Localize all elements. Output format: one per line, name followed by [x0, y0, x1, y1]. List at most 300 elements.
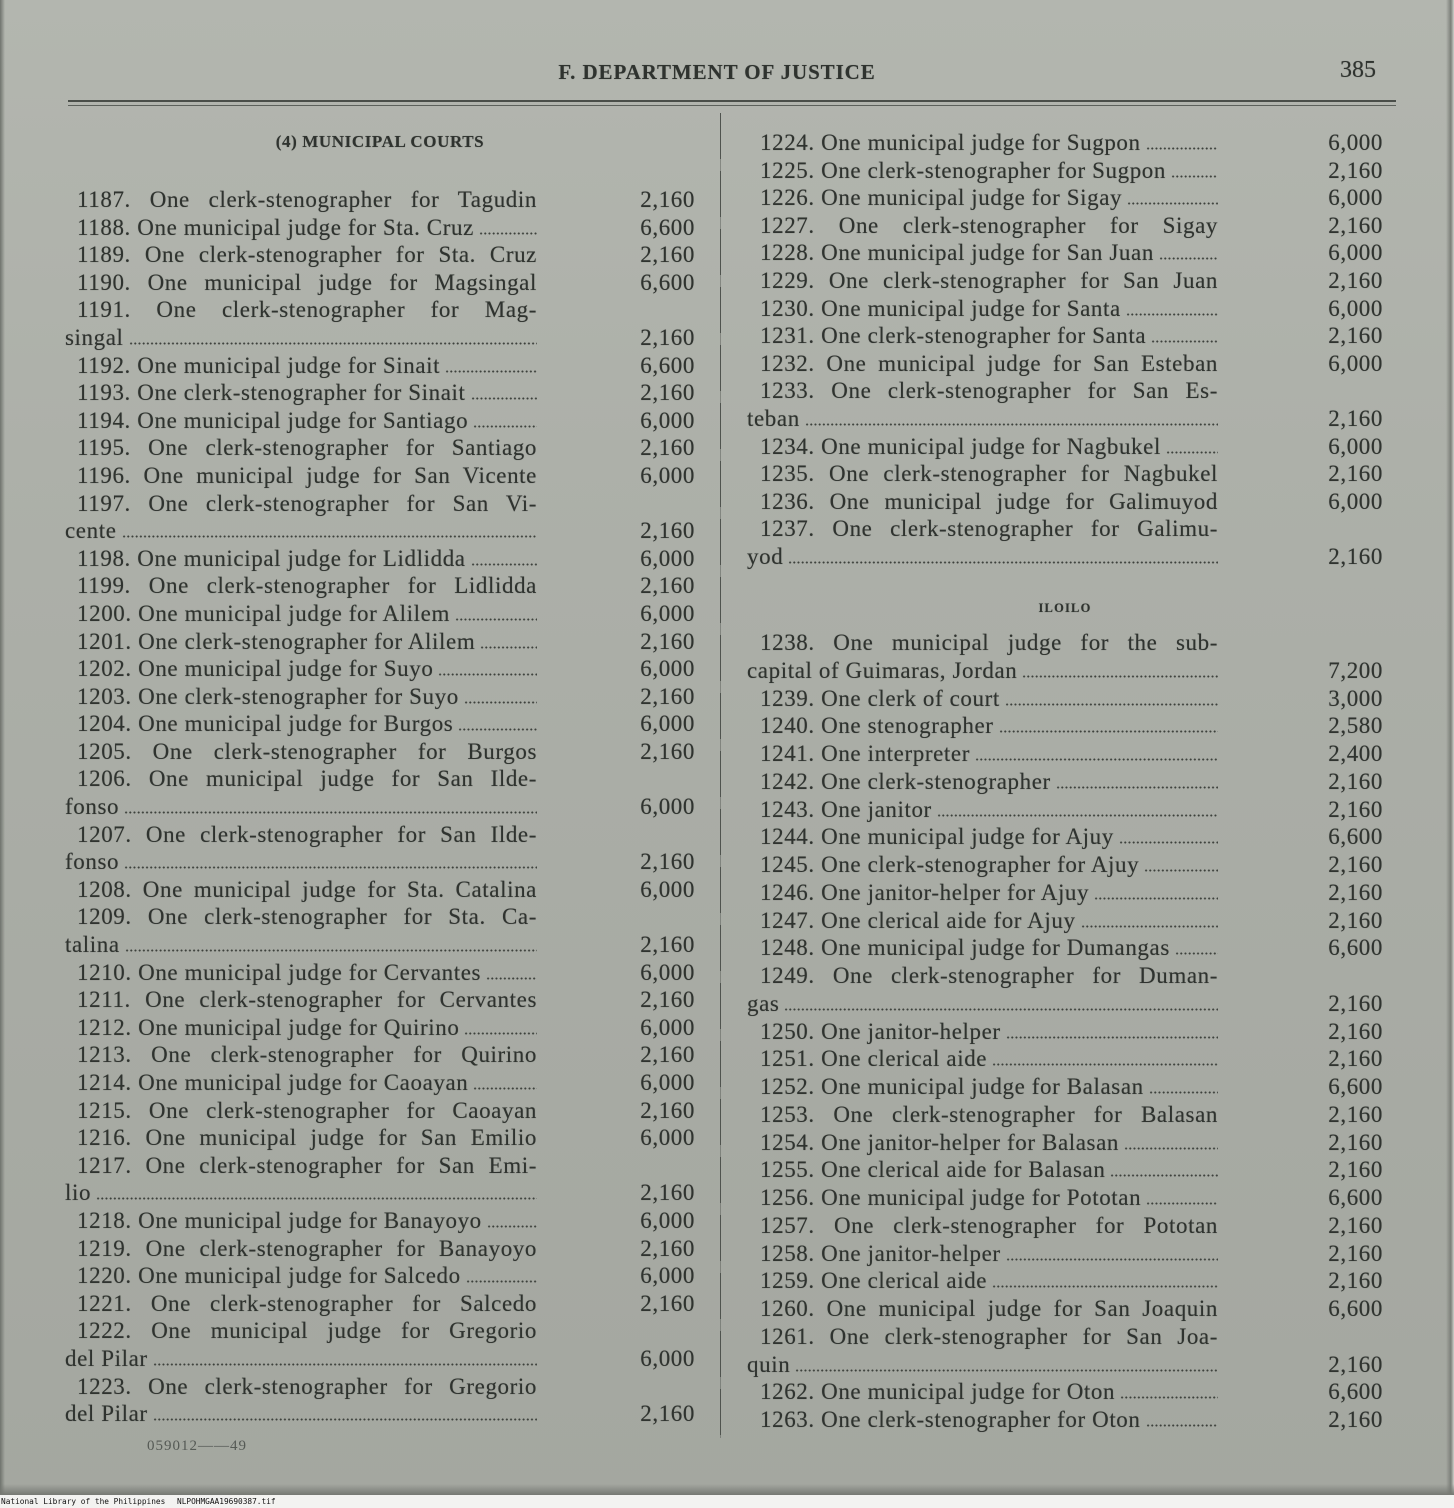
- item-amount: 2,160: [640, 1290, 695, 1316]
- item-text: [77, 379, 466, 407]
- item-amount: 2,160: [640, 435, 695, 461]
- left-column-items: [65, 186, 695, 1428]
- item-text: [747, 543, 783, 571]
- item-amount: 6,000: [640, 1125, 695, 1151]
- item-description: [65, 1124, 537, 1152]
- appropriation-item: [747, 796, 1383, 824]
- dot-leader: [458, 728, 537, 731]
- item-text: [77, 655, 433, 683]
- item-amount: 2,160: [1328, 1129, 1383, 1155]
- item-number: 1229.: [760, 267, 815, 293]
- appropriation-item-continuation: [747, 405, 1383, 433]
- item-number: 1242.: [760, 768, 815, 794]
- item-amount: 2,160: [1328, 1407, 1383, 1432]
- item-amount: 2,160: [640, 242, 695, 268]
- item-amount: 6,000: [1328, 130, 1383, 155]
- dot-leader: [464, 701, 537, 704]
- dot-leader: [479, 232, 537, 235]
- appropriation-item: [747, 1156, 1383, 1184]
- appropriation-item: [747, 1129, 1383, 1157]
- iloilo-items: [747, 629, 1383, 1434]
- item-number: 1205.: [77, 738, 132, 764]
- dot-leader: [445, 370, 537, 373]
- item-position: del Pilar: [65, 1401, 148, 1427]
- item-description: [65, 876, 537, 904]
- item-text: [77, 1125, 537, 1150]
- item-position: One janitor-helper for Balasan: [821, 1129, 1120, 1155]
- item-position: One municipal judge for Alilem: [138, 600, 450, 626]
- item-amount: 6,000: [640, 462, 695, 488]
- item-text: [77, 877, 537, 902]
- appropriation-item-continuation: [747, 657, 1383, 685]
- item-position: One municipal judge for Galimuyod: [829, 488, 1218, 514]
- item-position: One municipal judge for Sinait: [137, 352, 441, 378]
- item-description: [747, 1267, 1218, 1295]
- appropriation-item: [747, 712, 1383, 740]
- item-text: [77, 1153, 537, 1178]
- item-description: [65, 931, 537, 959]
- dot-leader: [125, 949, 537, 952]
- item-position: lio: [65, 1180, 92, 1206]
- item-number: 1218.: [77, 1207, 132, 1233]
- item-description: [747, 433, 1218, 461]
- item-amount: 2,160: [1328, 879, 1383, 905]
- item-text: [77, 435, 537, 460]
- item-position: gas: [747, 990, 780, 1016]
- item-amount: 2,160: [640, 1235, 695, 1261]
- dot-leader: [438, 673, 537, 676]
- item-description: [65, 1317, 537, 1345]
- item-number: 1217.: [77, 1152, 132, 1178]
- item-amount: 2,160: [1328, 990, 1383, 1016]
- item-number: 1250.: [760, 1018, 815, 1044]
- dot-leader: [1081, 925, 1218, 928]
- appropriation-item-continuation: [747, 543, 1383, 571]
- appropriation-item: [747, 879, 1383, 907]
- item-description: [747, 1073, 1218, 1101]
- item-description: [65, 903, 537, 931]
- item-amount: 6,000: [1328, 240, 1383, 266]
- item-description: [747, 129, 1218, 157]
- item-description: [747, 796, 1218, 824]
- dot-leader: [1110, 1174, 1218, 1177]
- item-amount: 2,160: [1328, 212, 1383, 238]
- item-position: One municipal judge for Dumangas: [821, 935, 1170, 961]
- item-text: [65, 1179, 91, 1207]
- dot-leader: [805, 423, 1218, 426]
- item-description: [747, 1212, 1218, 1240]
- appropriation-item: [747, 322, 1383, 350]
- item-text: [760, 1378, 1115, 1406]
- item-number: 1239.: [760, 685, 815, 711]
- appropriation-item: [65, 655, 695, 683]
- dot-leader: [975, 758, 1218, 761]
- item-text: [77, 1207, 482, 1235]
- item-text: [77, 710, 453, 738]
- appropriation-item: [65, 1290, 695, 1318]
- item-position: One clerical aide for Balasan: [821, 1157, 1106, 1183]
- item-text: [65, 848, 119, 876]
- item-number: 1224.: [760, 130, 815, 155]
- appropriation-item-continuation: [65, 324, 695, 352]
- item-amount: 2,580: [1328, 713, 1383, 739]
- appropriation-item: [65, 241, 695, 269]
- item-description: [747, 295, 1218, 323]
- dot-leader: [784, 1008, 1218, 1011]
- item-number: 1187.: [77, 187, 131, 212]
- item-position: One clerk-stenographer for San Juan: [828, 267, 1218, 293]
- item-amount: 2,160: [1328, 852, 1383, 877]
- dot-leader: [1094, 897, 1218, 900]
- item-text: [760, 433, 1161, 461]
- section-heading: (4) MUNICIPAL COURTS: [275, 132, 485, 151]
- appropriation-item: [747, 377, 1383, 405]
- appropriation-item-continuation: [65, 931, 695, 959]
- item-position: One clerk-stenographer for Lidlidda: [148, 573, 537, 599]
- item-number: 1196.: [77, 462, 131, 488]
- item-text: [65, 324, 124, 352]
- appropriation-item-continuation: [65, 1179, 695, 1207]
- item-text: [760, 851, 1139, 879]
- item-amount: 2,160: [640, 738, 695, 764]
- item-position: talina: [65, 932, 120, 958]
- item-position: One clerk-stenographer for San Ilde-: [145, 821, 537, 847]
- item-text: [77, 1069, 468, 1097]
- appropriation-item: [747, 239, 1383, 267]
- item-text: [65, 1400, 148, 1428]
- item-position: del Pilar: [65, 1345, 148, 1371]
- item-position: One municipal judge for Sta. Cruz: [137, 214, 474, 240]
- item-description: [747, 1406, 1218, 1434]
- item-position: One clerk-stenographer for Caoayan: [148, 1097, 537, 1123]
- appropriation-item: [65, 683, 695, 711]
- item-text: [77, 628, 475, 656]
- appropriation-item: [65, 269, 695, 297]
- appropriation-item: [65, 214, 695, 242]
- item-position: One clerk-stenographer for Suyo: [138, 683, 459, 709]
- dot-leader: [471, 397, 537, 400]
- item-number: 1212.: [77, 1014, 132, 1040]
- item-text: [747, 405, 800, 433]
- item-description: [747, 460, 1218, 488]
- item-position: One municipal judge for Sugpon: [821, 130, 1141, 155]
- item-description: [65, 738, 537, 766]
- item-amount: 2,160: [1328, 1268, 1383, 1294]
- item-position: One clerk of court: [821, 685, 1000, 711]
- dot-leader: [1005, 703, 1218, 706]
- item-description: [747, 1101, 1218, 1129]
- item-text: [760, 630, 1218, 655]
- item-amount: 6,000: [640, 1070, 695, 1095]
- dot-leader: [473, 425, 537, 428]
- appropriation-item: [747, 460, 1383, 488]
- dot-leader: [1006, 1258, 1218, 1261]
- item-position: One clerk-stenographer for Sinait: [137, 380, 466, 406]
- item-text: [760, 685, 1000, 713]
- item-number: 1195.: [77, 435, 131, 461]
- item-position: One municipal judge for Burgos: [138, 711, 454, 737]
- item-position: One clerk-stenographer for Sta. Ca-: [147, 904, 537, 930]
- item-amount: 6,000: [640, 959, 695, 985]
- item-description: [65, 1069, 537, 1097]
- item-amount: 2,160: [1328, 1157, 1383, 1183]
- item-description: [747, 712, 1218, 740]
- item-position: One clerk-stenographer for San Joa-: [829, 1323, 1218, 1349]
- dot-leader: [795, 1369, 1218, 1372]
- dot-leader: [122, 535, 537, 538]
- item-number: 1238.: [760, 630, 815, 655]
- item-text: [77, 297, 537, 322]
- dot-leader: [992, 1285, 1218, 1288]
- appropriation-item: [747, 962, 1383, 990]
- scan-filename: NLPOHMGAA19690387.tif: [177, 1497, 276, 1506]
- item-number: 1232.: [760, 350, 815, 376]
- dot-leader: [473, 1087, 537, 1090]
- item-position: One clerk-stenographer for Sugpon: [821, 157, 1166, 183]
- appropriation-item: [65, 600, 695, 628]
- item-text: [77, 1262, 461, 1290]
- dot-leader: [1124, 1147, 1218, 1150]
- item-text: [760, 712, 994, 740]
- item-description: [747, 267, 1218, 295]
- item-number: 1235.: [760, 461, 815, 487]
- item-text: [760, 823, 1114, 851]
- dot-leader: [153, 1418, 537, 1421]
- item-number: 1204.: [77, 711, 132, 737]
- item-description: [747, 962, 1218, 990]
- item-position: One clerical aide for Ajuy: [821, 907, 1076, 933]
- item-text: [760, 157, 1166, 185]
- dot-leader: [124, 811, 537, 814]
- appropriation-item: [747, 157, 1383, 185]
- item-text: [760, 1184, 1141, 1212]
- item-description: [65, 1152, 537, 1180]
- dot-leader: [129, 342, 537, 345]
- dot-leader: [1120, 1396, 1218, 1399]
- item-description: [65, 407, 537, 435]
- dot-leader: [1146, 1202, 1218, 1205]
- item-text: [77, 545, 466, 573]
- item-description: [65, 848, 537, 876]
- item-position: One municipal judge for the sub-: [833, 630, 1218, 655]
- item-position: One janitor-helper for Ajuy: [821, 879, 1090, 905]
- item-text: [760, 1045, 987, 1073]
- item-text: [760, 1267, 987, 1295]
- item-text: [77, 987, 537, 1012]
- item-position: One janitor-helper: [821, 1240, 1001, 1266]
- appropriation-item: [65, 738, 695, 766]
- item-position: One clerk-stenographer for San Vi-: [148, 490, 537, 516]
- item-amount: 2,160: [640, 518, 695, 544]
- appropriation-item-continuation: [65, 848, 695, 876]
- item-text: [760, 322, 1146, 350]
- item-amount: 6,000: [640, 407, 695, 433]
- item-amount: 2,160: [640, 187, 695, 212]
- item-amount: 6,000: [640, 876, 695, 902]
- item-number: 1231.: [760, 323, 815, 349]
- item-position: One municipal judge for Santa: [821, 295, 1121, 321]
- dot-leader: [999, 730, 1218, 733]
- item-position: One clerk-stenographer for Santa: [821, 323, 1147, 349]
- appropriation-item: [747, 851, 1383, 879]
- item-text: [77, 214, 474, 242]
- item-text: [77, 407, 468, 435]
- appropriation-item-continuation: [65, 517, 695, 545]
- dot-leader: [471, 563, 537, 566]
- item-text: [77, 187, 537, 212]
- dot-leader: [480, 646, 537, 649]
- item-text: [760, 239, 1154, 267]
- item-number: 1236.: [760, 488, 815, 514]
- item-text: [65, 931, 120, 959]
- item-text: [760, 1406, 1141, 1434]
- item-number: 1226.: [760, 185, 815, 211]
- appropriation-item: [747, 1045, 1383, 1073]
- appropriation-item: [65, 1317, 695, 1345]
- item-amount: 2,160: [640, 324, 695, 350]
- item-position: One municipal judge for Oton: [821, 1379, 1116, 1405]
- item-description: [65, 1235, 537, 1263]
- item-amount: 6,000: [640, 545, 695, 571]
- item-text: [760, 1018, 1001, 1046]
- item-text: [77, 270, 537, 295]
- item-number: 1246.: [760, 879, 815, 905]
- appropriation-item-continuation: [747, 990, 1383, 1018]
- scan-edge-right: [1446, 0, 1454, 1494]
- appropriation-item: [65, 186, 695, 214]
- item-description: [747, 405, 1218, 433]
- item-number: 1200.: [77, 600, 132, 626]
- item-amount: 6,000: [640, 711, 695, 737]
- item-description: [65, 1373, 537, 1401]
- appropriation-item: [747, 350, 1383, 378]
- item-amount: 6,000: [640, 1014, 695, 1040]
- item-position: One municipal judge for Nagbukel: [821, 433, 1161, 459]
- item-amount: 2,160: [1328, 1351, 1383, 1377]
- page-number: 385: [1340, 57, 1376, 83]
- item-amount: 6,600: [1328, 824, 1383, 850]
- item-text: [760, 1213, 1218, 1238]
- appropriation-item: [65, 407, 695, 435]
- appropriation-item: [747, 488, 1383, 516]
- appropriation-item: [65, 986, 695, 1014]
- appropriation-item: [65, 1097, 695, 1125]
- item-position: One municipal judge for San Emilio: [145, 1125, 537, 1151]
- appropriation-item: [747, 267, 1383, 295]
- dot-leader: [487, 1225, 537, 1228]
- item-description: [747, 184, 1218, 212]
- item-number: 1194.: [77, 407, 131, 433]
- appropriation-item: [747, 934, 1383, 962]
- item-description: [65, 296, 537, 324]
- item-position: One municipal judge for Salcedo: [138, 1263, 461, 1289]
- item-description: [747, 515, 1218, 543]
- item-text: [760, 129, 1141, 157]
- item-number: 1248.: [760, 935, 815, 961]
- appropriation-item: [747, 1184, 1383, 1212]
- dot-leader: [1149, 1091, 1218, 1094]
- item-position: capital of Guimaras, Jordan: [747, 657, 1018, 683]
- item-number: 1243.: [760, 796, 815, 822]
- item-description: [747, 851, 1218, 879]
- item-description: [65, 1041, 537, 1069]
- appropriation-item: [747, 129, 1383, 157]
- item-position: One janitor: [821, 796, 932, 822]
- item-text: [760, 461, 1218, 486]
- item-amount: 3,000: [1328, 685, 1383, 711]
- print-code: 059012——49: [147, 1438, 247, 1454]
- appropriation-item: [747, 1240, 1383, 1268]
- item-text: [747, 990, 779, 1018]
- appropriation-item: [65, 876, 695, 904]
- item-amount: 6,600: [640, 269, 695, 295]
- item-text: [760, 1324, 1218, 1349]
- dot-leader: [1171, 175, 1218, 178]
- item-position: One municipal judge for San Vicente: [143, 462, 537, 488]
- item-description: [747, 1045, 1218, 1073]
- item-position: One clerical aide: [821, 1046, 988, 1072]
- item-description: [747, 322, 1218, 350]
- item-text: [65, 1345, 148, 1373]
- appropriation-item: [65, 821, 695, 849]
- item-description: [65, 1207, 537, 1235]
- item-text: [77, 1236, 537, 1261]
- item-text: [77, 1042, 537, 1067]
- item-amount: 2,160: [640, 987, 695, 1013]
- appropriation-item: [747, 184, 1383, 212]
- item-amount: 2,160: [640, 1042, 695, 1068]
- item-text: [77, 822, 537, 847]
- item-number: 1215.: [77, 1097, 132, 1123]
- appropriation-item: [65, 903, 695, 931]
- item-description: [747, 1240, 1218, 1268]
- item-amount: 6,600: [1328, 1379, 1383, 1405]
- item-description: [65, 1262, 537, 1290]
- appropriation-item: [65, 490, 695, 518]
- item-text: [760, 489, 1218, 514]
- item-description: [65, 765, 537, 793]
- appropriation-item: [747, 1018, 1383, 1046]
- appropriation-item: [65, 1124, 695, 1152]
- item-text: [760, 295, 1121, 323]
- item-description: [65, 269, 537, 297]
- item-position: One municipal judge for Lidlidda: [137, 545, 466, 571]
- item-text: [77, 739, 537, 764]
- item-amount: 2,400: [1328, 741, 1383, 766]
- item-amount: 2,160: [640, 1180, 695, 1206]
- item-amount: 2,160: [640, 628, 695, 654]
- item-description: [65, 710, 537, 738]
- item-amount: 6,000: [1328, 433, 1383, 459]
- item-number: 1253.: [760, 1101, 815, 1127]
- item-amount: 2,160: [1328, 461, 1383, 487]
- item-amount: 6,000: [640, 656, 695, 682]
- item-description: [747, 1378, 1218, 1406]
- item-number: 1257.: [760, 1212, 815, 1238]
- item-text: [760, 934, 1170, 962]
- item-number: 1190.: [77, 269, 131, 295]
- appropriation-item: [65, 1014, 695, 1042]
- column-divider: [720, 113, 721, 1438]
- item-position: One clerk-stenographer for Ajuy: [821, 852, 1140, 877]
- item-text: [77, 491, 537, 516]
- appropriation-item: [747, 212, 1383, 240]
- item-amount: 2,160: [640, 849, 695, 875]
- item-description: [65, 1290, 537, 1318]
- item-text: [760, 1129, 1119, 1157]
- item-description: [747, 212, 1218, 240]
- item-number: 1201.: [77, 628, 132, 654]
